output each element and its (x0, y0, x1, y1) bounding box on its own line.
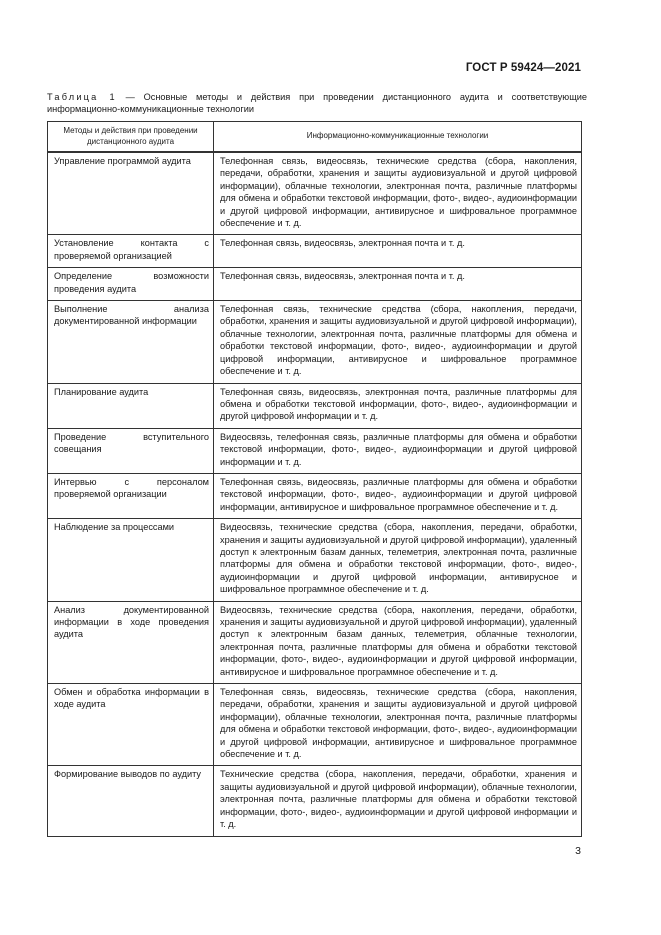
technologies-cell: Телефонная связь, технические средства (сбора, накопления, передачи, обработки, хранения и защиты аудиовизуальной и другой цифровой информации), облачные технологии, электронная почта, различные платформы для обмена и обработки текстовой информации, фото-, видео-, аудиоинформации и другой цифровой информации, антивирусное и шифровальное программное обеспечение и т. д. (214, 301, 582, 383)
method-cell: Формирование выводов по аудиту (48, 766, 214, 836)
column-header-technologies: Информационно-коммуникационные технологии (214, 122, 582, 153)
table-row (48, 766, 582, 836)
table-row (48, 519, 582, 601)
table-caption-text: — Основные методы и действия при проведении дистанционного аудита и соответствующие информационно-коммуникационные технологии (47, 92, 588, 114)
method-cell: Проведение вступительного совещания (48, 428, 214, 473)
method-cell: Анализ документированной информации в ходе проведения аудита (48, 601, 214, 683)
table-row (48, 152, 582, 235)
column-header-methods: Методы и действия при проведении дистанционного аудита (48, 122, 214, 153)
method-cell: Установление контакта с проверяемой организацией (48, 235, 214, 268)
table-row (48, 301, 582, 383)
method-cell: Обмен и обработка информации в ходе аудита (48, 684, 214, 766)
table-row (48, 601, 582, 683)
document-code: ГОСТ Р 59424—2021 (465, 62, 581, 74)
table-caption (47, 91, 587, 115)
technologies-cell: Технические средства (сбора, накопления, передачи, обработки, хранения и защиты аудиовизуальной и другой цифровой информации), облачные технологии, электронная почта, различные платформы для обмена и обработки текстовой информации, фото-, видео-, аудиоинформации и другой цифровой информации и т. д. (214, 766, 582, 836)
technologies-cell: Телефонная связь, видеосвязь, технические средства (сбора, накопления, передачи, обработки, хранения и защиты аудиовизуальной и другой цифровой информации), облачные технологии, электронная почта, различные платформы для обмена и обработки текстовой информации, фото-, видео-, аудиоинформации и другой цифровой информации, антивирусное и шифровальное программное обеспечение и т. д. (214, 684, 582, 766)
technologies-cell: Видеосвязь, технические средства (сбора, накопления, передачи, обработки, хранения и защиты аудиовизуальной и другой цифровой информации), удаленный доступ к электронным базам данных, телеметрия, облачные технологии, электронная почта, различные платформы для обмена и обработки текстовой информации, фото-, видео-, аудиоинформации и другой цифровой информации, антивирусное и шифровальное программное обеспечение и т. д. (214, 601, 582, 683)
technologies-cell: Видеосвязь, технические средства (сбора, накопления, передачи, обработки, хранения и защиты аудиовизуальной и другой цифровой информации), удаленный доступ к электронным базам данных, телеметрия, электронная почта, различные платформы для обмена и обработки текстовой информации, фото-, видео-, аудиоинформации и другой цифровой информации, антивирусное и шифровальное программное обеспечение и т. д. (214, 519, 582, 601)
table-row (48, 473, 582, 518)
method-cell: Интервью с персоналом проверяемой организации (48, 473, 214, 518)
technologies-cell: Телефонная связь, видеосвязь, электронная почта и т. д. (214, 235, 582, 268)
technologies-cell: Видеосвязь, телефонная связь, различные платформы для обмена и обработки текстовой информации, фото-, видео-, аудиоинформации и другой цифровой информации и т. д. (214, 428, 582, 473)
table-header-row (48, 122, 582, 153)
audit-methods-table (47, 121, 582, 837)
technologies-cell: Телефонная связь, видеосвязь, технические средства (сбора, накопления, передачи, обработки, хранения и защиты аудиовизуальной и другой цифровой информации), облачные технологии, электронная почта, различные платформы для обмена и обработки текстовой информации, фото-, видео-, аудиоинформации и другой цифровой информации, антивирусное и шифровальное программное обеспечение и т. д. (214, 152, 582, 235)
table-row (48, 235, 582, 268)
table-row (48, 268, 582, 301)
method-cell: Управление программой аудита (48, 152, 214, 235)
technologies-cell: Телефонная связь, видеосвязь, различные платформы для обмена и обработки текстовой информации, фото-, видео-, аудиоинформации и другой цифровой информации, антивирусное и шифровальное программное обеспечение и т. д. (214, 473, 582, 518)
method-cell: Выполнение анализа документированной информации (48, 301, 214, 383)
table-row (48, 684, 582, 766)
method-cell: Определение возможности проведения аудита (48, 268, 214, 301)
page-number: 3 (575, 845, 581, 857)
table-caption-lead: Таблица 1 (47, 92, 117, 102)
table-row (48, 428, 582, 473)
table-row (48, 383, 582, 428)
technologies-cell: Телефонная связь, видеосвязь, электронная почта и т. д. (214, 268, 582, 301)
method-cell: Наблюдение за процессами (48, 519, 214, 601)
technologies-cell: Телефонная связь, видеосвязь, электронная почта, различные платформы для обмена и обработки текстовой информации, фото-, видео-, аудиоинформации и другой цифровой информации и т. д. (214, 383, 582, 428)
method-cell: Планирование аудита (48, 383, 214, 428)
